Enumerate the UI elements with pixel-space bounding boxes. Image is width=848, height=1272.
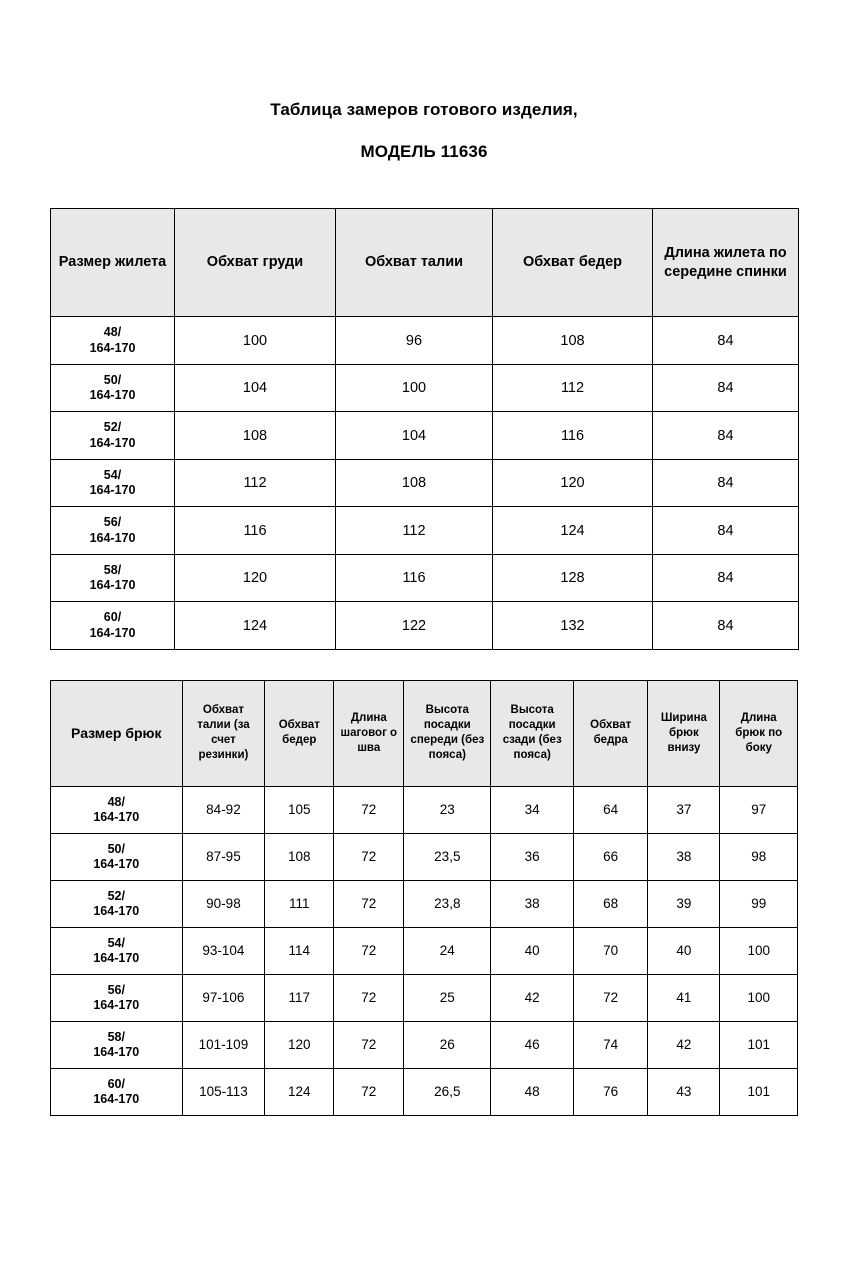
column-header-back-rise: Высота посадки сзади (без пояса) (491, 680, 574, 786)
cell-inseam-length: 72 (334, 1068, 404, 1115)
cell-waist-elastic: 87-95 (182, 833, 265, 880)
size-bottom: 164-170 (93, 856, 140, 871)
cell-leg-opening: 37 (648, 786, 720, 833)
cell-front-rise: 23,8 (404, 880, 491, 927)
size-top: 52/ (103, 420, 122, 435)
table-row (51, 880, 798, 927)
size-top: 60/ (103, 610, 122, 625)
table-row (51, 927, 798, 974)
cell-hips: 111 (265, 880, 334, 927)
cell-side-length: 98 (720, 833, 798, 880)
size-bottom: 164-170 (93, 997, 140, 1012)
table-row (51, 1021, 798, 1068)
cell-back-rise: 38 (491, 880, 574, 927)
size-top: 50/ (103, 372, 122, 387)
row-size-label (51, 1068, 183, 1115)
cell-front-rise: 25 (404, 974, 491, 1021)
cell-front-rise: 24 (404, 927, 491, 974)
cell-vest-length: 84 (653, 602, 799, 650)
row-size-label (51, 880, 183, 927)
table-row (51, 786, 798, 833)
cell-inseam-length: 72 (334, 880, 404, 927)
cell-side-length: 97 (720, 786, 798, 833)
table-row (51, 554, 799, 602)
page-title: Таблица замеров готового изделия, (270, 100, 578, 119)
row-size-label (51, 317, 175, 365)
cell-waist: 104 (336, 412, 493, 460)
cell-back-rise: 40 (491, 927, 574, 974)
cell-vest-length: 84 (653, 412, 799, 460)
cell-waist: 100 (336, 364, 493, 412)
size-top: 58/ (103, 562, 122, 577)
cell-waist-elastic: 105-113 (182, 1068, 265, 1115)
cell-waist: 116 (336, 554, 493, 602)
cell-back-rise: 48 (491, 1068, 574, 1115)
cell-waist-elastic: 93-104 (182, 927, 265, 974)
cell-inseam-length: 72 (334, 833, 404, 880)
size-bottom: 164-170 (89, 578, 136, 593)
cell-thigh: 70 (574, 927, 648, 974)
row-size-label (51, 833, 183, 880)
cell-hips: 108 (493, 317, 653, 365)
cell-chest: 104 (175, 364, 336, 412)
table-row (51, 364, 799, 412)
column-header-side-length: Длина брюк по боку (720, 680, 798, 786)
size-top: 54/ (103, 467, 122, 482)
column-header-waist: Обхват талии (336, 209, 493, 317)
cell-waist: 96 (336, 317, 493, 365)
row-size-label (51, 412, 175, 460)
model-subtitle: МОДЕЛЬ 11636 (360, 141, 488, 161)
cell-vest-length: 84 (653, 364, 799, 412)
table-row (51, 459, 799, 507)
trousers-measurements-table (50, 680, 798, 1116)
cell-vest-length: 84 (653, 554, 799, 602)
trousers-table-container (0, 680, 848, 1116)
column-header-hips: Обхват бедер (265, 680, 334, 786)
cell-waist-elastic: 90-98 (182, 880, 265, 927)
size-top: 60/ (107, 1076, 125, 1091)
cell-vest-length: 84 (653, 459, 799, 507)
cell-hips: 105 (265, 786, 334, 833)
cell-back-rise: 34 (491, 786, 574, 833)
cell-leg-opening: 42 (648, 1021, 720, 1068)
row-size-label (51, 507, 175, 555)
size-top: 56/ (107, 982, 125, 997)
cell-back-rise: 42 (491, 974, 574, 1021)
table-row (51, 974, 798, 1021)
cell-waist: 112 (336, 507, 493, 555)
cell-front-rise: 26,5 (404, 1068, 491, 1115)
cell-chest: 100 (175, 317, 336, 365)
cell-leg-opening: 39 (648, 880, 720, 927)
vest-measurements-table (50, 208, 799, 650)
size-bottom: 164-170 (89, 530, 136, 545)
cell-hips: 124 (493, 507, 653, 555)
size-bottom: 164-170 (93, 903, 140, 918)
table-header-row (51, 680, 798, 786)
cell-thigh: 66 (574, 833, 648, 880)
cell-chest: 112 (175, 459, 336, 507)
column-header-leg-opening: Ширина брюк внизу (648, 680, 720, 786)
cell-hips: 124 (265, 1068, 334, 1115)
cell-inseam-length: 72 (334, 1021, 404, 1068)
column-header-chest: Обхват груди (175, 209, 336, 317)
cell-chest: 124 (175, 602, 336, 650)
row-size-label (51, 786, 183, 833)
vest-table-container (0, 208, 848, 650)
table-row (51, 507, 799, 555)
cell-waist: 122 (336, 602, 493, 650)
cell-side-length: 101 (720, 1068, 798, 1115)
cell-waist-elastic: 84-92 (182, 786, 265, 833)
cell-hips: 120 (493, 459, 653, 507)
column-header-hips: Обхват бедер (493, 209, 653, 317)
column-header-waist-elastic: Обхват талии (за счет резинки) (182, 680, 265, 786)
row-size-label (51, 364, 175, 412)
column-header-vest-length: Длина жилета по середине спинки (653, 209, 799, 317)
cell-chest: 116 (175, 507, 336, 555)
cell-back-rise: 46 (491, 1021, 574, 1068)
column-header-vest-size: Размер жилета (51, 209, 175, 317)
cell-side-length: 101 (720, 1021, 798, 1068)
cell-leg-opening: 38 (648, 833, 720, 880)
cell-thigh: 74 (574, 1021, 648, 1068)
cell-hips: 112 (493, 364, 653, 412)
cell-thigh: 76 (574, 1068, 648, 1115)
document-title-block (0, 0, 848, 164)
cell-waist: 108 (336, 459, 493, 507)
row-size-label (51, 602, 175, 650)
cell-side-length: 100 (720, 927, 798, 974)
row-size-label (51, 459, 175, 507)
cell-leg-opening: 40 (648, 927, 720, 974)
cell-side-length: 99 (720, 880, 798, 927)
table-header-row (51, 209, 799, 317)
table-row (51, 412, 799, 460)
size-top: 48/ (103, 325, 122, 340)
cell-hips: 120 (265, 1021, 334, 1068)
cell-back-rise: 36 (491, 833, 574, 880)
column-header-front-rise: Высота посадки спереди (без пояса) (404, 680, 491, 786)
cell-front-rise: 23 (404, 786, 491, 833)
cell-leg-opening: 43 (648, 1068, 720, 1115)
row-size-label (51, 554, 175, 602)
table-row (51, 317, 799, 365)
cell-waist-elastic: 101-109 (182, 1021, 265, 1068)
size-top: 52/ (107, 888, 125, 903)
row-size-label (51, 927, 183, 974)
size-bottom: 164-170 (89, 435, 136, 450)
row-size-label (51, 974, 183, 1021)
cell-side-length: 100 (720, 974, 798, 1021)
cell-hips: 114 (265, 927, 334, 974)
size-bottom: 164-170 (89, 340, 136, 355)
column-header-inseam-length: Длина шаговог о шва (334, 680, 404, 786)
cell-hips: 132 (493, 602, 653, 650)
cell-front-rise: 26 (404, 1021, 491, 1068)
size-top: 56/ (103, 515, 122, 530)
size-bottom: 164-170 (93, 950, 140, 965)
cell-chest: 108 (175, 412, 336, 460)
cell-waist-elastic: 97-106 (182, 974, 265, 1021)
size-bottom: 164-170 (93, 809, 140, 824)
cell-vest-length: 84 (653, 507, 799, 555)
cell-hips: 108 (265, 833, 334, 880)
size-bottom: 164-170 (93, 1091, 140, 1106)
cell-chest: 120 (175, 554, 336, 602)
cell-thigh: 64 (574, 786, 648, 833)
cell-front-rise: 23,5 (404, 833, 491, 880)
column-header-trousers-size: Размер брюк (51, 680, 183, 786)
size-top: 50/ (107, 841, 125, 856)
size-bottom: 164-170 (89, 625, 136, 640)
size-top: 54/ (107, 935, 125, 950)
cell-hips: 116 (493, 412, 653, 460)
size-top: 48/ (107, 794, 125, 809)
cell-vest-length: 84 (653, 317, 799, 365)
table-row (51, 1068, 798, 1115)
cell-thigh: 68 (574, 880, 648, 927)
cell-inseam-length: 72 (334, 974, 404, 1021)
table-row (51, 602, 799, 650)
column-header-thigh: Обхват бедра (574, 680, 648, 786)
size-bottom: 164-170 (93, 1044, 140, 1059)
size-top: 58/ (107, 1029, 125, 1044)
size-bottom: 164-170 (89, 483, 136, 498)
cell-inseam-length: 72 (334, 927, 404, 974)
cell-leg-opening: 41 (648, 974, 720, 1021)
table-row (51, 833, 798, 880)
cell-hips: 117 (265, 974, 334, 1021)
cell-hips: 128 (493, 554, 653, 602)
row-size-label (51, 1021, 183, 1068)
size-bottom: 164-170 (89, 388, 136, 403)
cell-thigh: 72 (574, 974, 648, 1021)
cell-inseam-length: 72 (334, 786, 404, 833)
